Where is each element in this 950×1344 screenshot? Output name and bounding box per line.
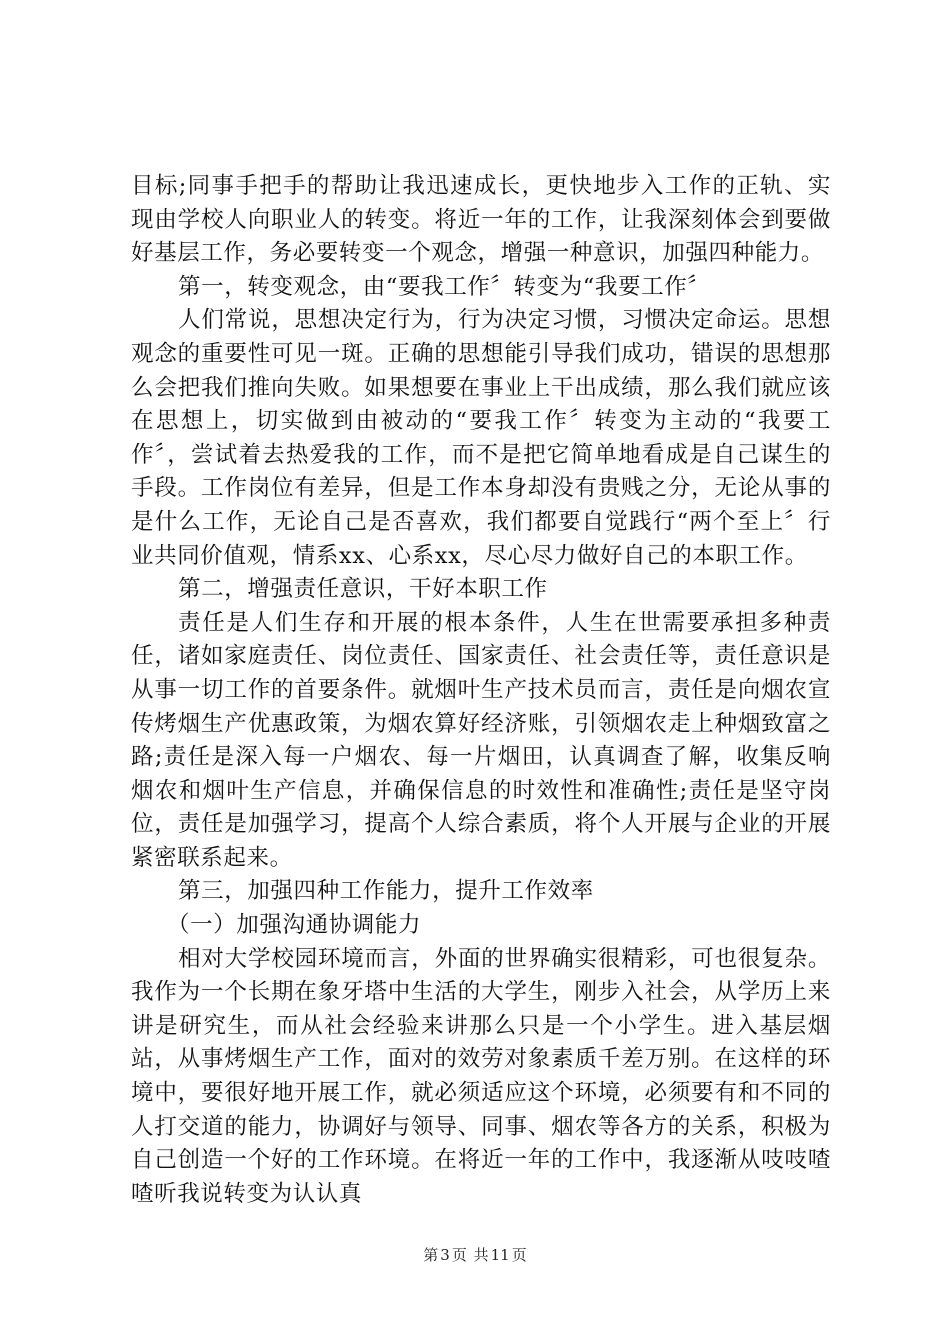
- total-prefix: 共: [473, 1246, 489, 1264]
- page-footer: [0, 1245, 950, 1265]
- page-prefix: 第: [423, 1246, 439, 1264]
- total-suffix: 页: [511, 1246, 527, 1264]
- section-heading-3: 第三，加强四种工作能力，提升工作效率: [178, 878, 594, 905]
- paragraph-body: 人们常说，思想决定行为，行为决定习惯，习惯决定命运。思想观念的重要性可见一斑。正确的思想能引导我们成功，错误的思想那么会把我们推向失败。如果想要在事业上干出成绩，那么我们就应该在思想上，切实做到由被动的“要我工作〞转变为主动的“我要工作〞，尝试着去热爱我的工作，而不是把它简单地看成是自己谋生的手段。工作岗位有差异，但是工作本身却没有贵贱之分，无论从事的是什么工作，无论自己是否喜欢，我们都要自觉践行“两个至上〞行业共同价值观，情系xx、心系xx，尽心尽力做好自己的本职工作。: [131, 307, 831, 569]
- page-suffix: 页: [451, 1246, 467, 1264]
- total-pages: 11: [490, 1246, 510, 1264]
- paragraph-body: 责任是人们生存和开展的根本条件，人生在世需要承担多种责任，诸如家庭责任、岗位责任、国家责任、社会责任等，责任意识是从事一切工作的首要条件。就烟叶生产技术员而言，责任是向烟农宣传烤烟生产优惠政策，为烟农算好经济账，引领烟农走上种烟致富之路;责任是深入每一户烟农、每一片烟田，认真调查了解，收集反响烟农和烟叶生产信息，并确保信息的时效性和准确性;责任是坚守岗位，责任是加强学习，提高个人综合素质，将个人开展与企业的开展紧密联系起来。: [131, 609, 831, 871]
- paragraph-continuation: 目标;同事手把手的帮助让我迅速成长，更快地步入工作的正轨、实现由学校人向职业人的转变。将近一年的工作，让我深刻体会到要做好基层工作，务必要转变一个观念，增强一种意识，加强四种能力。: [131, 173, 831, 267]
- page-number: 3: [440, 1246, 450, 1264]
- subsection-heading-1: （一）加强沟通协调能力: [167, 912, 422, 939]
- section-heading-1: 第一，转变观念，由“要我工作〞转变为“我要工作〞: [178, 273, 711, 300]
- document-body: [131, 170, 831, 1211]
- section-heading-2: 第二，增强责任意识，干好本职工作: [178, 576, 548, 603]
- paragraph-body: 相对大学校园环境而言，外面的世界确实很精彩，可也很复杂。我作为一个长期在象牙塔中生活的大学生，刚步入社会，从学历上来讲是研究生，而从社会经验来讲那么只是一个小学生。进入基层烟站，从事烤烟生产工作，面对的效劳对象素质千差万别。在这样的环境中，要很好地开展工作，就必须适应这个环境，必须要有和不同的人打交道的能力，协调好与领导、同事、烟农等各方的关系，积极为自己创造一个好的工作环境。在将近一年的工作中，我逐渐从吱吱喳喳听我说转变为认认真: [131, 945, 831, 1207]
